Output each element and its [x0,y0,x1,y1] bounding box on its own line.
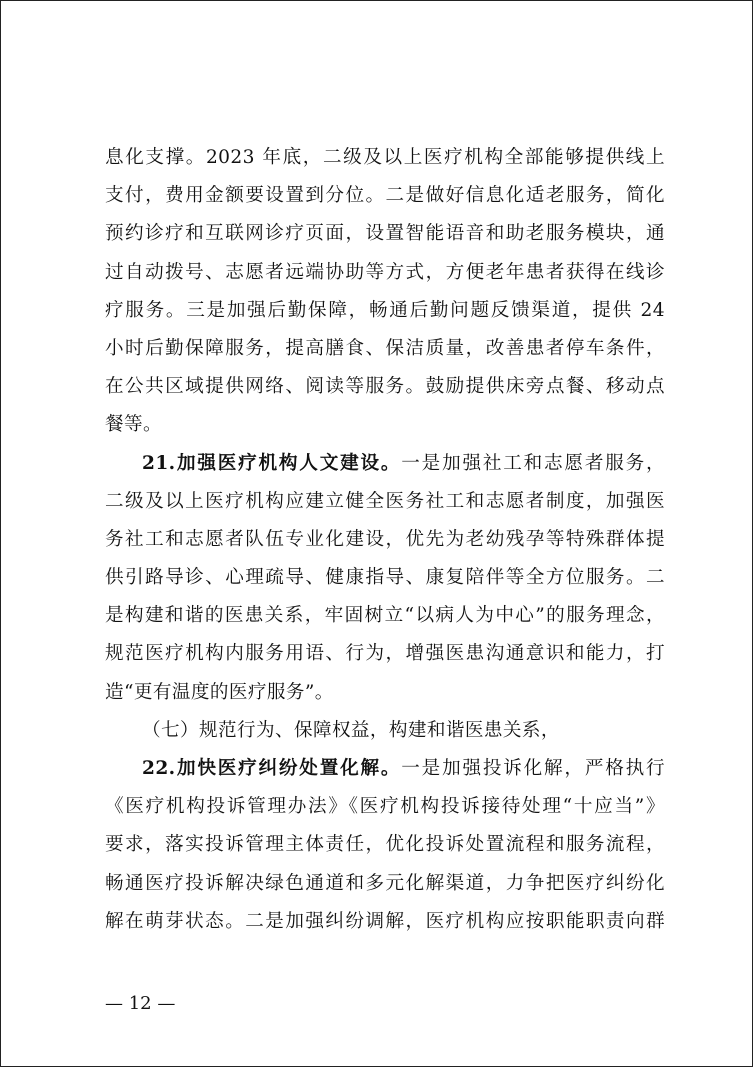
paragraph-1-line: 支付，费用金额要设置到分位。二是做好信息化适老服务，简化 [105,185,665,207]
paragraph-1-line: 预约诊疗和互联网诊疗页面，设置智能语音和助老服务模块，通 [105,223,665,245]
paragraph-1-line: 小时后勤保障服务，提高膳食、保洁质量，改善患者停车条件， [105,337,665,359]
paragraph-3-line: 解在萌芽状态。二是加强纠纷调解，医疗机构应按职能职责向群 [105,910,665,932]
paragraph-3-heading: 22.加快医疗纠纷处置化解。 [142,758,402,779]
paragraph-1-line: 息化支撑。2023 年底，二级及以上医疗机构全部能够提供线上 [105,147,665,168]
paragraph-2-line: 供引路导诊、心理疏导、健康指导、康复陪伴等全方位服务。二 [105,567,665,589]
paragraph-1-line: 在公共区域提供网络、阅读等服务。鼓励提供床旁点餐、移动点 [105,376,665,398]
paragraph-2-first-line [105,445,665,483]
paragraph-3-line: 要求，落实投诉管理主体责任，优化投诉处置流程和服务流程， [105,834,665,856]
paragraph-2-line: 造“更有温度的医疗服务”。 [105,681,334,703]
paragraph-2-heading: 21.加强医疗机构人文建设。 [142,452,402,474]
paragraph-1-line: 餐等。 [105,414,162,436]
paragraph-3-first-line [105,750,665,788]
paragraph-1-line: 疗服务。三是加强后勤保障，畅通后勤问题反馈渠道，提供 24 [105,299,665,321]
paragraph-3-line: 《医疗机构投诉管理办法》《医疗机构投诉接待处理“十应当”》 [105,796,665,818]
paragraph-2-line: 是构建和谐的医患关系，牢固树立“以病人为中心”的服务理念， [105,605,665,627]
paragraph-2-line: 二级及以上医疗机构应建立健全医务社工和志愿者制度，加强医 [105,490,665,512]
paragraph-2-line: 规范医疗机构内服务用语、行为，增强医患沟通意识和能力，打 [105,643,665,665]
paragraph-2-first-line-text: 一是加强社工和志愿者服务， [401,452,665,474]
paragraph-3-line: 畅通医疗投诉解决绿色通道和多元化解渠道，力争把医疗纠纷化 [105,872,665,894]
paragraph-3-first-line-text: 一是加强投诉化解，严格执行 [401,758,665,779]
page-number: — 12 — [105,993,176,1014]
document-body [105,139,665,941]
section-heading: （七）规范行为、保障权益，构建和谐医患关系， [142,719,560,741]
paragraph-1-line: 过自动拨号、志愿者远端协助等方式，方便老年患者获得在线诊 [105,261,665,283]
paragraph-2-line: 务社工和志愿者队伍专业化建设，优先为老幼残孕等特殊群体提 [105,528,665,550]
